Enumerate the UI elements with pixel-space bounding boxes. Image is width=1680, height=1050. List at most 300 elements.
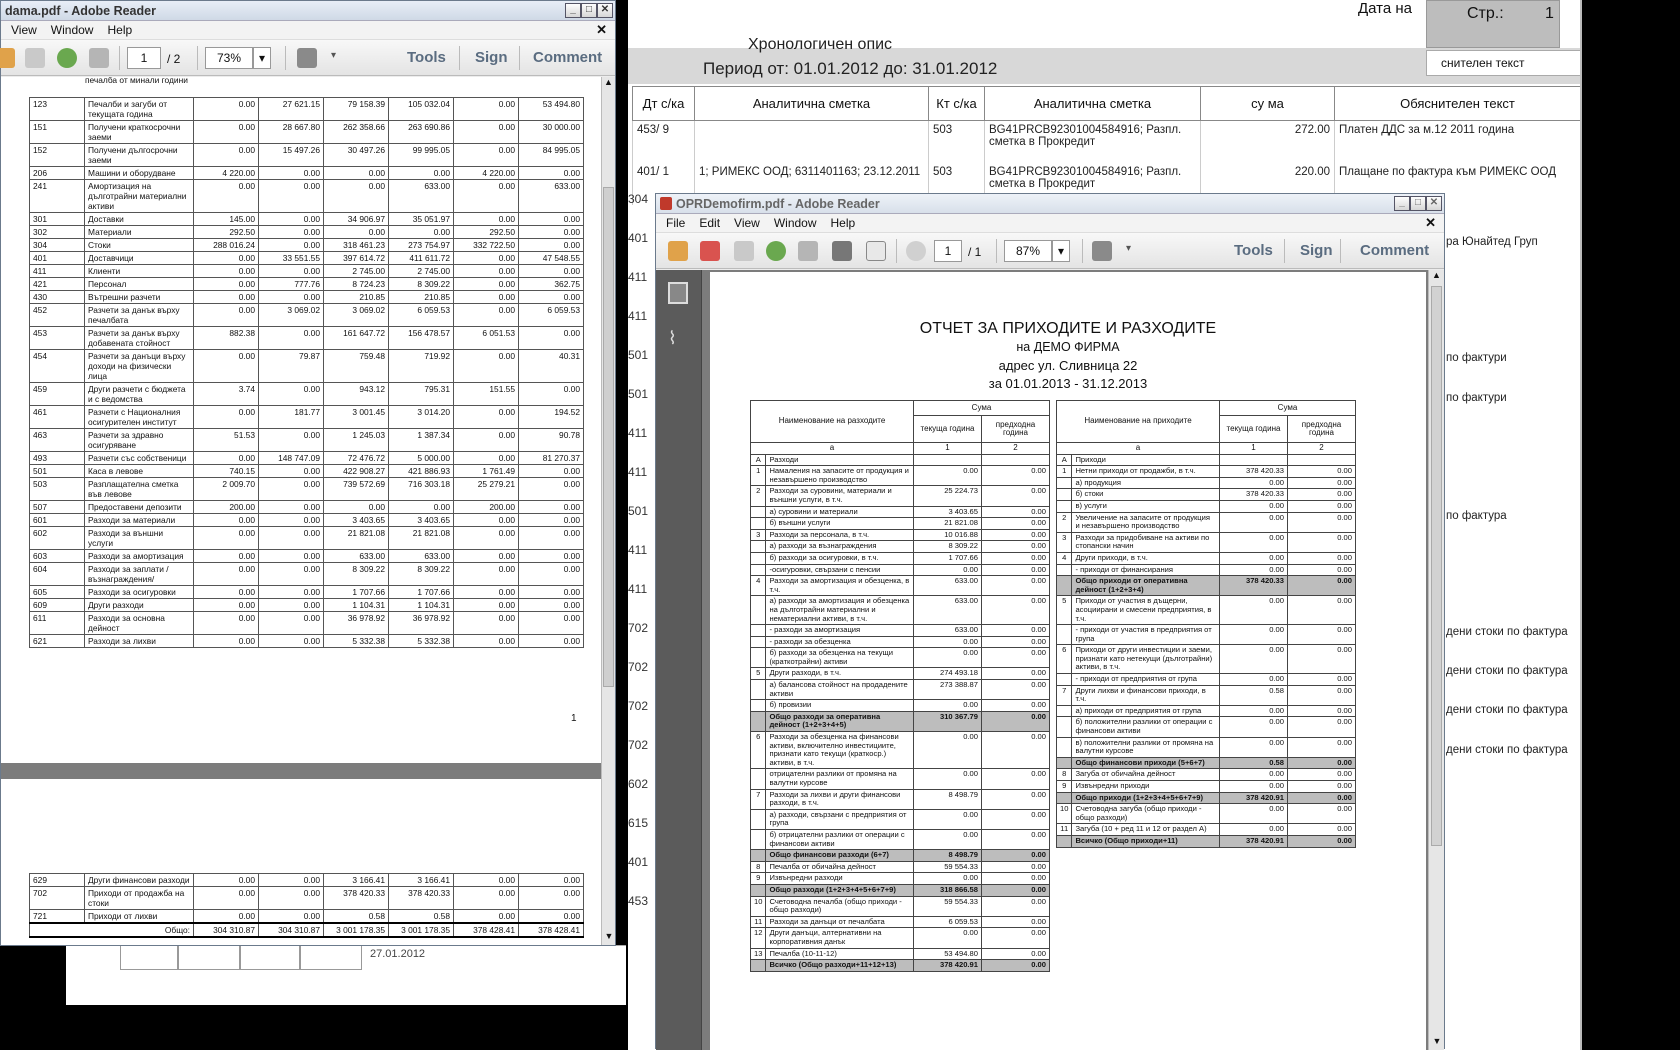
previous-value: 0.00 <box>1288 512 1356 532</box>
page-thumbnails-icon[interactable] <box>668 282 688 304</box>
more-tools-chevron-icon[interactable]: ▾ <box>1126 243 1132 254</box>
date-label: Дата на <box>1358 0 1413 17</box>
page-number-input[interactable]: 1 <box>127 47 161 69</box>
scroll-up-icon[interactable]: ▲ <box>604 77 613 87</box>
current-value: 25 224.73 <box>914 486 982 506</box>
cell: 1 104.31 <box>324 599 389 612</box>
row-number: 8 <box>751 861 766 873</box>
cell: 27 621.15 <box>259 98 324 121</box>
menu-help[interactable]: Help <box>830 216 856 230</box>
right-note: по фактури <box>1446 392 1507 404</box>
report-row <box>751 700 1050 712</box>
explanation-box: снителен текст <box>1426 50 1582 76</box>
table-row <box>30 465 584 478</box>
row-name: Загуба от обичайна дейност <box>1072 769 1220 781</box>
cell: 0.00 <box>519 586 584 599</box>
journal-row <box>633 121 1581 163</box>
cell: Разходи за материали <box>85 514 194 527</box>
cell: 0.00 <box>454 527 519 550</box>
report-row <box>1057 596 1356 625</box>
cell: 34 906.97 <box>324 213 389 226</box>
current-value: 0.00 <box>1220 512 1288 532</box>
side-code: 401 <box>628 231 649 245</box>
cell: Каса в левове <box>85 465 194 478</box>
cell: 1 245.03 <box>324 429 389 452</box>
row-number: 5 <box>751 668 766 680</box>
cell: 0.00 <box>454 252 519 265</box>
row-number <box>1057 705 1072 717</box>
scroll-down-icon[interactable]: ▼ <box>604 931 614 941</box>
cell: 0.00 <box>194 406 259 429</box>
export-pdf-icon[interactable] <box>700 241 720 261</box>
row-name: б) провизии <box>766 700 914 712</box>
current-value: 0.00 <box>914 873 982 885</box>
cell: 0.00 <box>259 383 324 406</box>
current-value: 310 367.79 <box>914 711 982 731</box>
row-number: 9 <box>751 873 766 885</box>
cell: 0.00 <box>259 612 324 635</box>
report-row <box>751 789 1050 809</box>
cell: 0.00 <box>519 478 584 501</box>
page-box <box>1426 0 1560 48</box>
current-year-header: текуща година <box>1220 416 1288 443</box>
save-icon[interactable] <box>89 48 109 68</box>
window-titlebar[interactable] <box>656 194 1444 214</box>
cell: Машини и оборудване <box>85 167 194 180</box>
row-name: Печалба (10-11-12) <box>766 948 914 960</box>
tools-button[interactable]: Tools <box>407 49 446 66</box>
cell: 0.00 <box>194 599 259 612</box>
sign-button[interactable]: Sign <box>1300 242 1333 259</box>
comment-button[interactable]: Comment <box>533 49 603 66</box>
report-row <box>751 506 1050 518</box>
right-note: дени стоки по фактура <box>1446 704 1568 716</box>
table-row <box>30 599 584 612</box>
create-pdf-icon[interactable] <box>0 48 15 68</box>
email-icon[interactable] <box>866 241 886 261</box>
header-row <box>751 401 1050 416</box>
vertical-scrollbar[interactable] <box>601 77 615 945</box>
cell: Получени дългосрочни заеми <box>85 144 194 167</box>
side-code: 702 <box>628 621 649 635</box>
previous-value: 0.00 <box>1288 824 1356 836</box>
cell: 397 614.72 <box>324 252 389 265</box>
zoom-dropdown-chevron-icon[interactable]: ▾ <box>253 47 271 69</box>
row-number: 10 <box>751 896 766 916</box>
report-row <box>1057 576 1356 596</box>
cell: 35 051.97 <box>389 213 454 226</box>
page-number-input[interactable]: 1 <box>934 240 962 262</box>
cell: 1 707.66 <box>324 586 389 599</box>
side-code: 615 <box>628 816 649 830</box>
cell: 0.00 <box>519 514 584 527</box>
cell: Други разчети с бюджета и с ведомства <box>85 383 194 406</box>
cell: 241 <box>30 180 85 213</box>
print-icon[interactable] <box>832 241 852 261</box>
fit-page-icon[interactable] <box>1092 241 1112 261</box>
zoom-input[interactable]: 73% <box>205 47 253 69</box>
separator <box>896 239 897 263</box>
cell: 0.00 <box>259 180 324 213</box>
cell: Персонал <box>85 278 194 291</box>
current-value: 0.58 <box>1220 685 1288 705</box>
cell: 378 420.33 <box>389 887 454 910</box>
cell: 716 303.18 <box>389 478 454 501</box>
cell: 0.00 <box>454 635 519 648</box>
previous-value: 0.00 <box>982 873 1050 885</box>
cell: 25 279.21 <box>454 478 519 501</box>
top-row-fragment: печалба от минали години <box>85 77 188 85</box>
separator <box>285 46 286 70</box>
report-row <box>1057 804 1356 824</box>
previous-value: 0.00 <box>1288 564 1356 576</box>
cell: 0.00 <box>194 180 259 213</box>
previous-value: 0.00 <box>982 576 1050 596</box>
close-document-icon[interactable]: ✕ <box>1425 215 1436 230</box>
vertical-scrollbar[interactable] <box>1428 270 1444 1050</box>
row-number <box>1057 576 1072 596</box>
pdf-file-icon <box>660 197 672 210</box>
previous-value <box>982 454 1050 466</box>
total-cell: 378 428.41 <box>519 923 584 937</box>
cell: 633.00 <box>519 180 584 213</box>
minimize-button[interactable]: _ <box>565 3 581 18</box>
previous-value: 0.00 <box>1288 477 1356 489</box>
cell: 503 <box>30 478 85 501</box>
cell: 507 <box>30 501 85 514</box>
previous-value: 0.00 <box>1288 645 1356 674</box>
row-name: - приходи от финансирания <box>1072 564 1220 576</box>
cell: 503 <box>929 163 985 205</box>
upload-cloud-icon[interactable] <box>57 48 77 68</box>
cell: 79 158.39 <box>324 98 389 121</box>
table-row <box>30 291 584 304</box>
col-header: Аналитична сметка <box>985 87 1201 121</box>
cell: 0.00 <box>194 586 259 599</box>
table-row <box>30 550 584 563</box>
cell: 1 761.49 <box>454 465 519 478</box>
cell: 378 420.33 <box>324 887 389 910</box>
cell: 79.87 <box>259 350 324 383</box>
edit-icon[interactable] <box>25 48 45 68</box>
cell: 605 <box>30 586 85 599</box>
previous-value: 0.00 <box>1288 552 1356 564</box>
report-row <box>1057 685 1356 705</box>
report-row <box>751 486 1050 506</box>
pdf-page <box>710 272 1426 1050</box>
zoom-input[interactable]: 87% <box>1004 240 1052 262</box>
cell: 0.00 <box>519 563 584 586</box>
cell: 0.00 <box>454 599 519 612</box>
previous-value: 0.00 <box>982 636 1050 648</box>
col-header: Обяснителен текст <box>1335 87 1581 121</box>
window-titlebar[interactable] <box>1 1 615 21</box>
row-number <box>1057 500 1072 512</box>
table-row <box>30 478 584 501</box>
cell: 302 <box>30 226 85 239</box>
row-name: Общо финансови приходи (5+6+7) <box>1072 757 1220 769</box>
row-name: б) разходи за обезценка на текущи (краткотрайни) активи <box>766 648 914 668</box>
cell: 0.00 <box>454 291 519 304</box>
previous-value: 0.00 <box>982 680 1050 700</box>
cell: 633.00 <box>389 550 454 563</box>
header-row <box>1057 443 1356 455</box>
row-name: Счетоводна загуба (общо приходи - общо разходи) <box>1072 804 1220 824</box>
row-number <box>1057 489 1072 501</box>
comment-button[interactable]: Comment <box>1360 242 1430 259</box>
more-tools-chevron-icon[interactable]: ▾ <box>331 50 337 61</box>
current-value: 0.00 <box>914 732 982 769</box>
row-name: Извънредни разходи <box>766 873 914 885</box>
table-row <box>30 278 584 291</box>
cell: 5 332.38 <box>389 635 454 648</box>
cell: 4 220.00 <box>194 167 259 180</box>
row-name: Извънредни приходи <box>1072 781 1220 793</box>
menu-window[interactable]: Window <box>50 23 94 37</box>
row-number <box>1057 835 1072 847</box>
cell: 3 069.02 <box>259 304 324 327</box>
row-name: а) разходи за възнаграждения <box>766 541 914 553</box>
cell: Разходи за осигуровки <box>85 586 194 599</box>
cell: 453/ 9 <box>633 121 695 163</box>
cell: 3 403.65 <box>324 514 389 527</box>
row-number <box>751 518 766 530</box>
scroll-thumb[interactable] <box>1431 286 1442 846</box>
current-value: 0.00 <box>914 636 982 648</box>
minimize-button[interactable]: _ <box>1394 196 1410 211</box>
row-name: Разходи за данъци от печалбата <box>766 916 914 928</box>
maximize-button[interactable]: □ <box>581 3 597 18</box>
row-number: 7 <box>751 789 766 809</box>
cell: 0.00 <box>454 121 519 144</box>
cell: 740.15 <box>194 465 259 478</box>
cell: 453 <box>30 327 85 350</box>
fragment-cell <box>300 946 362 970</box>
row-number <box>751 541 766 553</box>
report-row <box>751 466 1050 486</box>
close-button[interactable]: ✕ <box>597 3 613 18</box>
cell: 411 611.72 <box>389 252 454 265</box>
cell: 421 <box>30 278 85 291</box>
menu-file[interactable]: File <box>666 216 686 230</box>
previous-value: 0.00 <box>982 506 1050 518</box>
cell: 603 <box>30 550 85 563</box>
cell: 0.00 <box>259 226 324 239</box>
cell: 318 461.23 <box>324 239 389 252</box>
maximize-button[interactable]: □ <box>1410 196 1426 211</box>
create-pdf-icon[interactable] <box>668 241 688 261</box>
report-row <box>751 648 1050 668</box>
previous-value: 0.00 <box>1288 717 1356 737</box>
previous-year-header: предходна година <box>982 416 1050 443</box>
row-name: Други данъци, алтернативни на корпоративния данък <box>766 928 914 948</box>
table-row <box>30 406 584 429</box>
table-row <box>30 98 584 121</box>
cell: BG41PRCB92301004584916; Разпл. сметка в Прокредит <box>985 163 1201 205</box>
menu-help[interactable]: Help <box>107 23 133 37</box>
current-value: 318 866.58 <box>914 884 982 896</box>
cell: 273 754.97 <box>389 239 454 252</box>
cell: 36 978.92 <box>389 612 454 635</box>
cell: 0.00 <box>454 514 519 527</box>
right-note: дени стоки по фактура <box>1446 744 1568 756</box>
pdf-page-1 <box>1 77 601 763</box>
cell: 0.00 <box>194 910 259 924</box>
document-viewport[interactable] <box>702 270 1430 1050</box>
cell: 210.85 <box>389 291 454 304</box>
scroll-thumb[interactable] <box>603 187 614 687</box>
right-note: дени стоки по фактура <box>1446 665 1568 677</box>
current-value: 0.00 <box>914 809 982 829</box>
close-document-icon[interactable]: ✕ <box>596 22 607 37</box>
cell: 0.00 <box>454 406 519 429</box>
report-row <box>751 948 1050 960</box>
cell: 0.00 <box>259 874 324 887</box>
row-name: а) разходи за амортизация и обезценка на дълготрайни материални и нематериални активи, в т.ч. <box>766 596 914 625</box>
col-header: Аналитична сметка <box>695 87 929 121</box>
cell: 0.00 <box>259 514 324 527</box>
reader-window-oprdemofirm[interactable] <box>655 193 1445 1049</box>
cell: 0.00 <box>324 226 389 239</box>
cell: Клиенти <box>85 265 194 278</box>
fit-page-icon[interactable] <box>297 48 317 68</box>
report-row <box>1057 625 1356 645</box>
current-value: 0.00 <box>914 700 982 712</box>
zoom-dropdown-chevron-icon[interactable]: ▾ <box>1052 240 1070 262</box>
scroll-up-icon[interactable]: ▲ <box>1432 270 1441 280</box>
cell: Вътрешни разчети <box>85 291 194 304</box>
cell: 721 <box>30 910 85 924</box>
page-label: Стр.: <box>1467 5 1504 22</box>
cell: 36 978.92 <box>324 612 389 635</box>
cell: 611 <box>30 612 85 635</box>
cell: 200.00 <box>194 501 259 514</box>
col-label: 1 <box>914 443 982 455</box>
cell: 0.00 <box>259 501 324 514</box>
current-value: 378 420.91 <box>914 960 982 972</box>
document-viewport[interactable] <box>1 77 603 945</box>
table-row <box>30 501 584 514</box>
row-number <box>1057 564 1072 576</box>
total-cell: 378 428.41 <box>454 923 519 937</box>
cell: 459 <box>30 383 85 406</box>
cell: BG41PRCB92301004584916; Разпл. сметка в Прокредит <box>985 121 1201 163</box>
menu-view[interactable]: View <box>11 23 37 37</box>
cell: 84 995.05 <box>519 144 584 167</box>
previous-value: 0.00 <box>1288 737 1356 757</box>
row-name: Разходи за придобиване на активи по стопански начин <box>1072 532 1220 552</box>
report-row <box>751 636 1050 648</box>
report-row <box>751 928 1050 948</box>
cell: 0.00 <box>194 452 259 465</box>
cell: 151.55 <box>454 383 519 406</box>
tools-button[interactable]: Tools <box>1234 242 1273 259</box>
col-header: су ма <box>1201 87 1335 121</box>
side-code: 702 <box>628 660 649 674</box>
page-edge <box>1580 0 1582 1050</box>
cell: Разчети за данък върху печалбата <box>85 304 194 327</box>
cell: 0.00 <box>389 226 454 239</box>
previous-value: 0.00 <box>1288 500 1356 512</box>
cell: 0.00 <box>194 514 259 527</box>
cell: 1 387.34 <box>389 429 454 452</box>
cell: 145.00 <box>194 213 259 226</box>
attachments-paperclip-icon[interactable]: ⌇ <box>668 328 677 348</box>
previous-value: 0.00 <box>982 486 1050 506</box>
current-value: 0.00 <box>1220 737 1288 757</box>
report-row <box>1057 552 1356 564</box>
total-label: Общо: <box>30 923 194 937</box>
row-name: Разходи за лихви и други финансови разходи, в т.ч. <box>766 789 914 809</box>
row-number: 1 <box>751 466 766 486</box>
cell: 0.00 <box>519 887 584 910</box>
previous-value: 0.00 <box>982 541 1050 553</box>
cell: 777.76 <box>259 278 324 291</box>
report-row <box>751 732 1050 769</box>
col-header: Кт с/ка <box>929 87 985 121</box>
reader-window-dama[interactable] <box>0 0 616 946</box>
report-period: за 01.01.2013 - 31.12.2013 <box>988 376 1148 391</box>
cell: 452 <box>30 304 85 327</box>
current-value: 10 016.88 <box>914 529 982 541</box>
previous-value: 0.00 <box>982 711 1050 731</box>
cell: 6 059.53 <box>389 304 454 327</box>
cell: 21 821.08 <box>324 527 389 550</box>
current-value: 0.00 <box>1220 564 1288 576</box>
report-row <box>751 884 1050 896</box>
previous-value: 0.00 <box>982 916 1050 928</box>
table-row <box>30 327 584 350</box>
cell: 0.00 <box>519 213 584 226</box>
scroll-down-icon[interactable]: ▼ <box>1432 1036 1442 1046</box>
report-row <box>751 454 1050 466</box>
menu-window[interactable]: Window <box>773 216 817 230</box>
menu-edit[interactable]: Edit <box>699 216 721 230</box>
sign-button[interactable]: Sign <box>475 49 508 66</box>
menu-view[interactable]: View <box>734 216 760 230</box>
previous-value <box>1288 454 1356 466</box>
cell: 0.00 <box>454 887 519 910</box>
col-label: а <box>1057 443 1220 455</box>
row-name: Общо разходи за оперативна дейност (1+2+3+4+5) <box>766 711 914 731</box>
save-icon[interactable] <box>798 241 818 261</box>
cell: 1 707.66 <box>389 586 454 599</box>
table-row <box>30 527 584 550</box>
table-row <box>30 226 584 239</box>
current-value: 3 403.65 <box>914 506 982 518</box>
row-number: 11 <box>1057 824 1072 836</box>
cell: 0.00 <box>259 586 324 599</box>
current-value: 8 309.22 <box>914 541 982 553</box>
upload-cloud-icon[interactable] <box>766 241 786 261</box>
close-button[interactable]: ✕ <box>1426 196 1442 211</box>
row-name: Намаления на запасите от продукция и незавършено производство <box>766 466 914 486</box>
cell: 0.00 <box>454 874 519 887</box>
previous-page-icon[interactable] <box>906 241 926 261</box>
cell: 6 051.53 <box>454 327 519 350</box>
edit-icon[interactable] <box>734 241 754 261</box>
cell: 304 <box>30 239 85 252</box>
current-value: 378 420.91 <box>1220 792 1288 804</box>
report-row <box>751 769 1050 789</box>
cell: 0.00 <box>519 635 584 648</box>
cell: 72 476.72 <box>324 452 389 465</box>
row-number <box>751 552 766 564</box>
total-cell: 304 310.87 <box>259 923 324 937</box>
cell: 0.00 <box>194 278 259 291</box>
fragment-cell <box>178 946 240 970</box>
table-row <box>30 452 584 465</box>
